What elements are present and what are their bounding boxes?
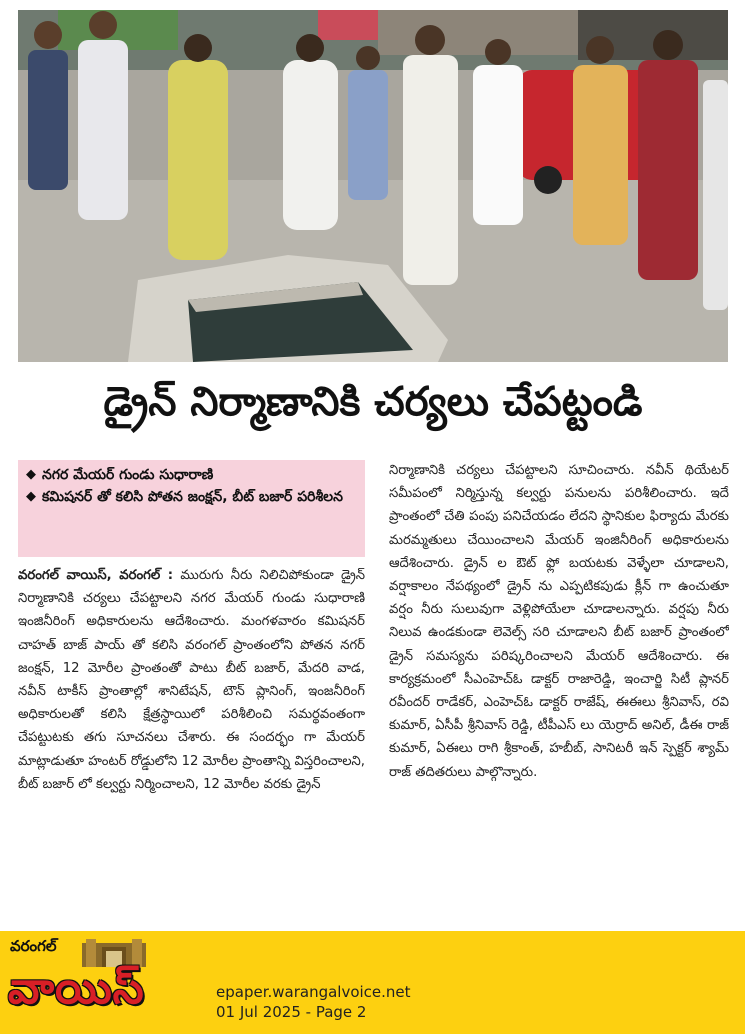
logo-top-text: వరంగల్ [10,937,57,955]
highlight-text: కమిషనర్ తో కలిసి పోతన జంక్షన్, బీట్ బజార్ పరిశీలన [42,489,343,505]
logo-main-text: వాయిస్ [8,963,145,1014]
diamond-bullet-icon: ◆ [26,467,36,482]
publication-logo [6,935,198,1029]
body-text-right: నిర్మాణానికి చర్యలు చేపట్టాలని సూచించారు. నవీన్ థియేటర్ సమీపంలో నిర్మిస్తున్న కల్వర్టు పనులను పరిశీలించారు. ఇదే ప్రాంతంలో చేతి పంపు పనిచేయడం లేదని స్థానికుల ఫిర్యాదు మేరకు మరమ్మతులు చేయించాలని మేయర్ ఇంజినీరింగ్ అధికారులను ఆదేశించారు. డ్రైన్ ల ఔట్ ఫ్లో బయటకు వెళ్ళేలా చూడాలని, వర్షాకాలం నేపథ్యంలో డ్రైన్ ను ఎప్పటికపుడు క్లీన్ గా ఉంచుతూ వర్షం నీరు సులువుగా వెళ్లిపోయేలా చూడాలన్నారు. వర్షపు నీరు నిలువ ఉండకుండా లెవెల్స్ సరి చూడాలని బీట్ బజార్ ప్రాంతంలో డ్రైన్ సమస్యను పరిష్కరించాలని మేయర్ ఆదేశించారు. ఈ కార్యక్రమంలో సీఎంహెచ్ఓ డాక్టర్ రాజారెడ్డి, ఇంచార్జి సిటీ ప్లానర్ రవీందర్ రాడేకర్, ఎంహెచ్ఓ డాక్టర్ రాజేష్, ఈఈలు శ్రీనివాస్, రవి కుమార్, ఏసీపీ శ్రీనివాస్ రెడ్డి, టీపీఎస్ లు యెర్రాద్ అనిల్, డీఈ రాజ్ కుమార్, ఏఈలు రాగి శ్రీకాంత్, హబీబ్, సానిటరీ ఇన్ స్పెక్టర్ శ్యామ్ రాజ్ తదితరులు పాల్గొన్నారు. [389,463,729,780]
diamond-bullet-icon: ◆ [26,489,36,504]
edition-date-page: 01 Jul 2025 - Page 2 [216,1003,367,1021]
article-body-right-column [389,459,729,919]
dateline: వరంగల్ వాయిస్, వరంగల్ : [18,568,174,583]
article-body-left-column [18,564,365,914]
epaper-url[interactable]: epaper.warangalvoice.net [216,983,411,1001]
news-photo [18,10,728,362]
highlight-item [26,486,357,508]
highlight-text: నగర మేయర్ గుండు సుధారాణి [42,467,214,483]
footer-bar [0,931,745,1034]
body-text-left: మురుగు నీరు నిలిచిపోకుండా డ్రైన్ నిర్మాణానికి చర్యలు చేపట్టాలని నగర మేయర్ గుండు సుధారాణి ఇంజినీరింగ్ అధికారులను ఆదేశించారు. మంగళవారం కమిషనర్ చాహత్ బాజ్ పాయ్ తో కలిసి వరంగల్ ప్రాంతంలోని పోతన నగర్ జంక్షన్, 12 మోరీల ప్రాంతంతో పాటు బీట్ బజార్, మేదరి వాడ, నవీన్ టాకీస్ ప్రాంతాల్లో శానిటేషన్, టౌన్ ప్లానింగ్, ఇంజనీరింగ్ అధికారులతో కలిసి క్షేత్రస్థాయిలో పరిశీలించి సమర్థవంతంగా చేపట్టుటకు తగు సూచనలు చేశారు. ఈ సందర్భం గా మేయర్ మాట్లాడుతూ హంటర్ రోడ్డులోని 12 మోరీల ప్రాంతాన్ని విస్తరించాలని, బీట్ బజార్ లో కల్వర్టు నిర్మించాలని, 12 మోరీల వరకు డ్రైన్ [18,568,365,792]
highlight-item [26,464,357,486]
article-headline: డ్రైన్ నిర్మాణానికి చర్యలు చేపట్టండి [103,379,643,425]
highlights-box [18,460,365,557]
